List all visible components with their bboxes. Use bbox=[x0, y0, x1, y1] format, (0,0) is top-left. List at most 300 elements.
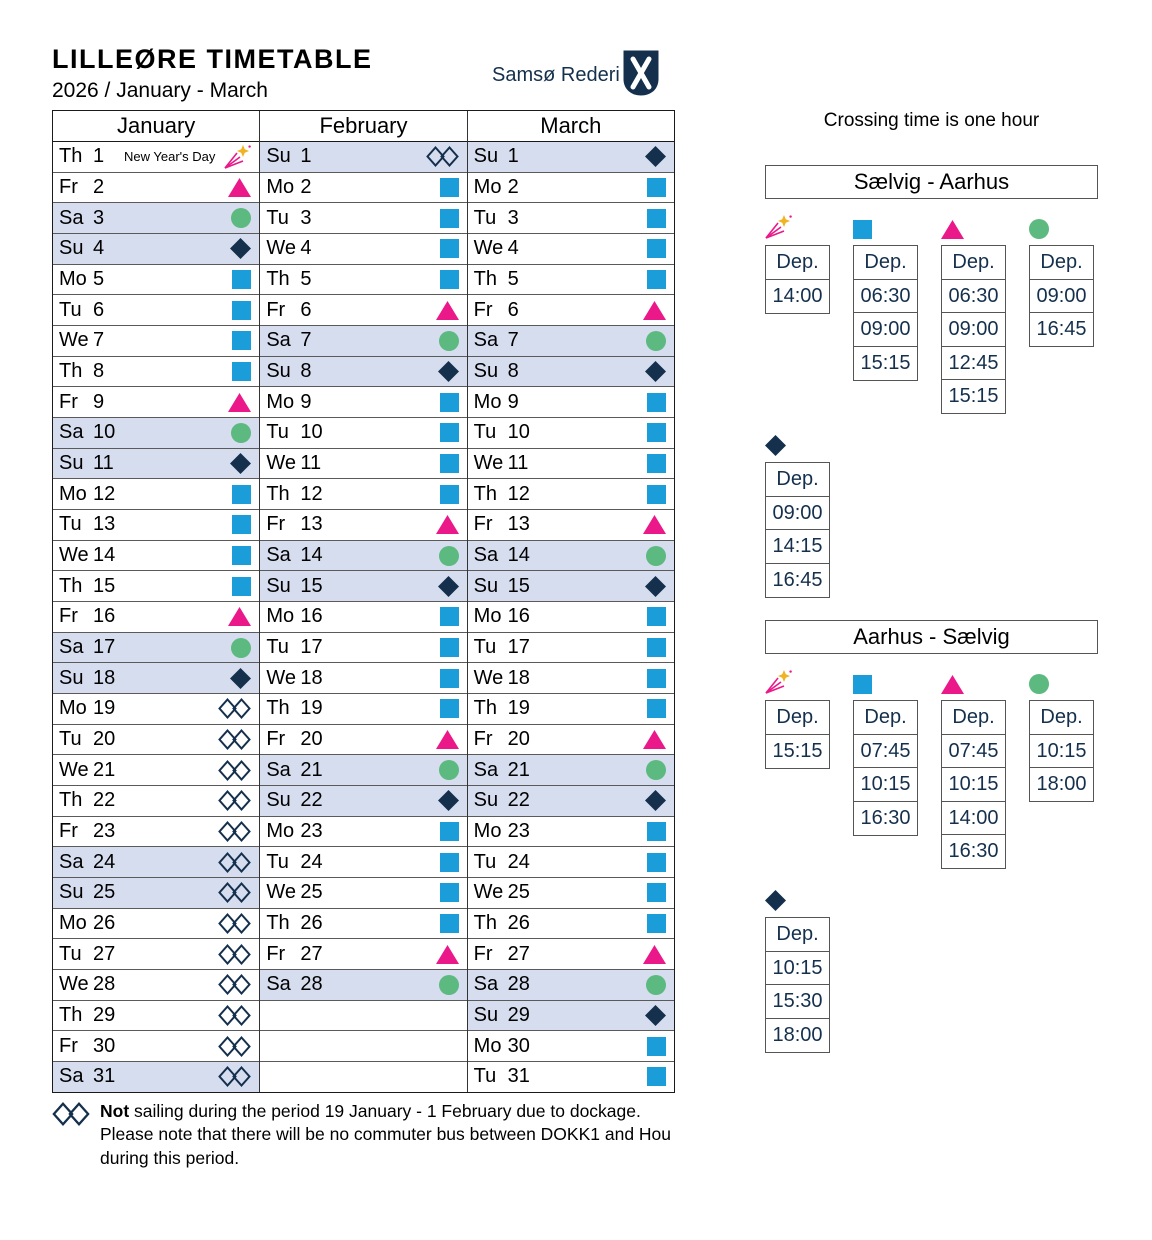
day-abbrev: Mo bbox=[266, 820, 295, 843]
dep-time-cell: 16:30 bbox=[941, 834, 1006, 869]
day-number: 5 bbox=[300, 268, 312, 291]
diamond-icon bbox=[765, 428, 830, 456]
calendar-day-row bbox=[260, 295, 466, 326]
day-number: 28 bbox=[300, 973, 323, 996]
dep-header-cell: Dep. bbox=[1029, 700, 1094, 735]
triangle-icon bbox=[436, 945, 459, 964]
day-abbrev: Th bbox=[473, 912, 497, 935]
day-abbrev: Tu bbox=[266, 421, 289, 444]
calendar-day-row bbox=[260, 694, 466, 725]
square-icon bbox=[440, 239, 459, 258]
circle-icon bbox=[231, 638, 251, 658]
day-abbrev: Fr bbox=[59, 605, 78, 628]
square-icon bbox=[440, 454, 459, 473]
day-abbrev: Th bbox=[473, 697, 497, 720]
circle-icon bbox=[231, 423, 251, 443]
calendar-day-row bbox=[53, 1062, 259, 1092]
day-abbrev: Sa bbox=[266, 973, 291, 996]
day-number: 21 bbox=[507, 758, 530, 781]
day-number: 18 bbox=[93, 666, 116, 689]
day-number: 14 bbox=[300, 544, 323, 567]
day-number: 12 bbox=[507, 482, 530, 505]
day-abbrev: Tu bbox=[473, 206, 497, 229]
dep-header-cell: Dep. bbox=[853, 700, 918, 735]
departure-column bbox=[765, 428, 830, 598]
day-abbrev: We bbox=[59, 544, 89, 567]
day-abbrev: Su bbox=[266, 574, 291, 597]
calendar-day-row bbox=[468, 449, 674, 480]
triangle-icon bbox=[941, 211, 1006, 239]
square-icon bbox=[232, 546, 251, 565]
day-number: 1 bbox=[93, 145, 105, 168]
diamond-icon bbox=[438, 790, 459, 811]
calendar-day-row bbox=[53, 203, 259, 234]
day-abbrev: We bbox=[59, 973, 89, 996]
shield-crossed-oars-icon bbox=[623, 50, 659, 101]
calendar-day-row bbox=[468, 295, 674, 326]
day-abbrev: Su bbox=[473, 360, 499, 383]
calendar-day-row bbox=[53, 357, 259, 388]
day-abbrev: Sa bbox=[59, 421, 84, 444]
day-number: 30 bbox=[93, 1034, 116, 1057]
month-column-february bbox=[260, 111, 467, 1092]
calendar-empty-row bbox=[260, 1062, 466, 1092]
day-number: 21 bbox=[300, 758, 323, 781]
notsail-icon bbox=[218, 760, 251, 781]
calendar-day-row bbox=[53, 510, 259, 541]
day-abbrev: Th bbox=[59, 360, 83, 383]
day-number: 30 bbox=[507, 1034, 530, 1057]
day-abbrev: Mo bbox=[473, 390, 502, 413]
dep-time-cell: 10:15 bbox=[941, 767, 1006, 802]
day-abbrev: Tu bbox=[266, 206, 289, 229]
page-subtitle: 2026 / January - March bbox=[52, 79, 268, 102]
day-abbrev: We bbox=[59, 329, 89, 352]
triangle-icon bbox=[643, 515, 666, 534]
diamond-icon bbox=[230, 453, 251, 474]
day-number: 6 bbox=[507, 298, 519, 321]
circle-icon bbox=[231, 208, 251, 228]
day-abbrev: Tu bbox=[473, 1065, 497, 1088]
square-icon bbox=[440, 485, 459, 504]
day-abbrev: Tu bbox=[59, 298, 82, 321]
calendar-day-row bbox=[53, 142, 259, 173]
calendar-day-row bbox=[53, 602, 259, 633]
calendar-day-row bbox=[53, 663, 259, 694]
day-abbrev: Tu bbox=[266, 636, 289, 659]
day-number: 29 bbox=[93, 1004, 116, 1027]
dep-time-cell: 15:15 bbox=[765, 734, 830, 769]
calendar-day-row bbox=[53, 479, 259, 510]
circle-icon bbox=[646, 975, 666, 995]
dep-header-cell: Dep. bbox=[765, 917, 830, 952]
day-abbrev: Su bbox=[59, 666, 84, 689]
day-number: 15 bbox=[300, 574, 323, 597]
calendar-day-row bbox=[53, 173, 259, 204]
day-number: 22 bbox=[300, 789, 323, 812]
triangle-icon bbox=[436, 515, 459, 534]
day-abbrev: Mo bbox=[59, 268, 87, 291]
square-icon bbox=[647, 485, 666, 504]
calendar-day-row bbox=[260, 479, 466, 510]
day-number: 7 bbox=[300, 329, 312, 352]
dep-time-cell: 09:00 bbox=[941, 312, 1006, 347]
dep-time-cell: 10:15 bbox=[765, 951, 830, 986]
day-abbrev: Fr bbox=[59, 390, 78, 413]
day-abbrev: Th bbox=[266, 912, 290, 935]
day-abbrev: Su bbox=[473, 1004, 499, 1027]
calendar-day-row bbox=[53, 786, 259, 817]
day-number: 18 bbox=[507, 666, 530, 689]
calendar-day-row bbox=[53, 755, 259, 786]
square-icon bbox=[232, 485, 251, 504]
calendar-day-row bbox=[53, 234, 259, 265]
calendar-day-row bbox=[468, 265, 674, 296]
day-number: 9 bbox=[93, 390, 105, 413]
square-icon bbox=[647, 393, 666, 412]
calendar-day-row bbox=[53, 265, 259, 296]
day-number: 5 bbox=[93, 268, 105, 291]
day-abbrev: Sa bbox=[59, 1065, 84, 1088]
day-abbrev: We bbox=[266, 881, 296, 904]
dep-header-cell: Dep. bbox=[941, 700, 1006, 735]
day-abbrev: Mo bbox=[473, 1034, 502, 1057]
diamond-icon bbox=[230, 668, 251, 689]
day-abbrev: Sa bbox=[59, 850, 84, 873]
calendar-day-row bbox=[260, 602, 466, 633]
day-number: 13 bbox=[93, 513, 116, 536]
calendar-day-row bbox=[53, 878, 259, 909]
notsail-icon bbox=[218, 729, 251, 750]
square-icon bbox=[440, 822, 459, 841]
square-icon bbox=[647, 914, 666, 933]
day-number: 4 bbox=[93, 237, 105, 260]
triangle-icon bbox=[436, 301, 459, 320]
day-number: 1 bbox=[300, 145, 312, 168]
calendar-day-row bbox=[53, 694, 259, 725]
calendar-day-row bbox=[53, 418, 259, 449]
day-number: 24 bbox=[507, 850, 530, 873]
day-number: 23 bbox=[300, 820, 323, 843]
day-abbrev: We bbox=[266, 237, 296, 260]
day-number: 17 bbox=[93, 636, 116, 659]
day-number: 10 bbox=[507, 421, 530, 444]
footnote-rest: sailing during the period 19 January - 1 February due to dockage. Please note that there will be no commuter bus between DOKK1 and Hou during this period. bbox=[100, 1101, 672, 1168]
schedule-title: Sælvig - Aarhus bbox=[765, 165, 1098, 199]
dep-time-cell: 14:15 bbox=[765, 529, 830, 564]
day-number: 7 bbox=[507, 329, 519, 352]
dep-time-cell: 16:45 bbox=[765, 563, 830, 598]
diamond-icon bbox=[230, 238, 251, 259]
dep-header-cell: Dep. bbox=[765, 700, 830, 735]
square-icon bbox=[853, 666, 918, 694]
square-icon bbox=[647, 822, 666, 841]
day-abbrev: Tu bbox=[266, 850, 289, 873]
day-abbrev: Sa bbox=[473, 544, 499, 567]
diamond-icon bbox=[645, 146, 666, 167]
diamond-icon bbox=[645, 361, 666, 382]
square-icon bbox=[647, 669, 666, 688]
day-abbrev: Mo bbox=[266, 605, 295, 628]
month-header: January bbox=[53, 111, 259, 142]
circle-icon bbox=[439, 975, 459, 995]
firework-icon bbox=[765, 666, 830, 694]
calendar-day-row bbox=[260, 786, 466, 817]
day-abbrev: Su bbox=[59, 881, 84, 904]
day-number: 21 bbox=[93, 758, 116, 781]
day-number: 27 bbox=[300, 942, 323, 965]
day-abbrev: Mo bbox=[473, 605, 502, 628]
day-number: 19 bbox=[300, 697, 323, 720]
calendar-day-row bbox=[468, 357, 674, 388]
day-abbrev: Su bbox=[59, 452, 84, 475]
square-icon bbox=[232, 270, 251, 289]
square-icon bbox=[440, 209, 459, 228]
day-number: 6 bbox=[93, 298, 105, 321]
triangle-icon bbox=[228, 178, 251, 197]
calendar-day-row bbox=[260, 970, 466, 1001]
square-icon bbox=[647, 239, 666, 258]
day-number: 2 bbox=[507, 176, 519, 198]
calendar-day-row bbox=[260, 203, 466, 234]
calendar-day-row bbox=[260, 847, 466, 878]
day-abbrev: Su bbox=[59, 237, 84, 260]
square-icon bbox=[232, 331, 251, 350]
calendar-day-row bbox=[468, 234, 674, 265]
schedule-aarhus-saelvig bbox=[765, 620, 1098, 1053]
day-abbrev: Tu bbox=[59, 513, 82, 536]
day-abbrev: Fr bbox=[266, 942, 286, 965]
day-abbrev: Fr bbox=[59, 1034, 78, 1057]
day-number: 12 bbox=[93, 482, 116, 505]
square-icon bbox=[440, 607, 459, 626]
day-number: 18 bbox=[300, 666, 323, 689]
square-icon bbox=[440, 699, 459, 718]
calendar-day-row bbox=[468, 510, 674, 541]
day-number: 12 bbox=[300, 482, 323, 505]
notsail-icon bbox=[218, 974, 251, 995]
day-abbrev: Fr bbox=[473, 298, 493, 321]
day-number: 4 bbox=[300, 237, 312, 260]
day-number: 2 bbox=[300, 176, 312, 198]
calendar-day-row bbox=[260, 878, 466, 909]
square-icon bbox=[647, 209, 666, 228]
timetable-calendar bbox=[52, 110, 675, 1093]
calendar-day-row bbox=[53, 571, 259, 602]
square-icon bbox=[440, 853, 459, 872]
day-number: 25 bbox=[507, 881, 530, 904]
calendar-day-row bbox=[468, 847, 674, 878]
calendar-day-row bbox=[53, 295, 259, 326]
dep-time-cell: 09:00 bbox=[853, 312, 918, 347]
dep-header-cell: Dep. bbox=[941, 245, 1006, 280]
square-icon bbox=[647, 423, 666, 442]
square-icon bbox=[647, 853, 666, 872]
dep-time-cell: 15:15 bbox=[853, 346, 918, 381]
day-abbrev: We bbox=[473, 666, 504, 689]
day-abbrev: Mo bbox=[266, 390, 295, 413]
square-icon bbox=[440, 178, 459, 197]
square-icon bbox=[232, 362, 251, 381]
day-number: 1 bbox=[507, 145, 519, 168]
notsail-icon bbox=[218, 790, 251, 811]
day-abbrev: Sa bbox=[266, 758, 291, 781]
day-abbrev: We bbox=[266, 666, 296, 689]
not-sailing-footnote bbox=[52, 1100, 692, 1170]
diamond-icon bbox=[645, 1005, 666, 1026]
day-number: 28 bbox=[93, 973, 116, 996]
day-number: 17 bbox=[300, 636, 323, 659]
calendar-day-row bbox=[53, 449, 259, 480]
day-number: 16 bbox=[93, 605, 116, 628]
day-number: 6 bbox=[300, 298, 312, 321]
day-abbrev: Fr bbox=[473, 942, 493, 965]
day-number: 22 bbox=[93, 789, 116, 812]
notsail-icon bbox=[426, 146, 459, 167]
calendar-day-row bbox=[468, 817, 674, 848]
calendar-day-row bbox=[468, 326, 674, 357]
calendar-day-row bbox=[53, 541, 259, 572]
diamond-icon bbox=[645, 790, 666, 811]
calendar-day-row bbox=[468, 571, 674, 602]
circle-icon bbox=[439, 331, 459, 351]
dep-time-cell: 10:15 bbox=[1029, 734, 1094, 769]
dep-time-cell: 12:45 bbox=[941, 346, 1006, 381]
day-number: 31 bbox=[93, 1065, 116, 1088]
dep-time-cell: 14:00 bbox=[941, 801, 1006, 836]
calendar-day-row bbox=[260, 663, 466, 694]
day-number: 25 bbox=[300, 881, 323, 904]
day-number: 13 bbox=[300, 513, 323, 536]
logo bbox=[492, 52, 659, 98]
dep-header-cell: Dep. bbox=[853, 245, 918, 280]
page-title: LILLEØRE TIMETABLE bbox=[52, 44, 373, 74]
calendar-day-row bbox=[53, 939, 259, 970]
day-abbrev: Su bbox=[473, 574, 499, 597]
day-number: 8 bbox=[93, 360, 105, 383]
day-abbrev: Su bbox=[266, 360, 291, 383]
notsail-icon bbox=[218, 944, 251, 965]
square-icon bbox=[647, 883, 666, 902]
square-icon bbox=[647, 270, 666, 289]
diamond-icon bbox=[645, 576, 666, 597]
calendar-day-row bbox=[260, 755, 466, 786]
calendar-day-row bbox=[468, 694, 674, 725]
calendar-day-row bbox=[260, 449, 466, 480]
diamond-icon bbox=[438, 361, 459, 382]
dep-time-cell: 15:15 bbox=[941, 379, 1006, 414]
day-number: 16 bbox=[300, 605, 323, 628]
footnote-bold-word: Not bbox=[100, 1101, 130, 1121]
day-abbrev: We bbox=[59, 758, 89, 781]
calendar-day-row bbox=[53, 909, 259, 940]
circle-icon bbox=[439, 760, 459, 780]
month-column-january bbox=[53, 111, 260, 1092]
circle-icon bbox=[646, 331, 666, 351]
day-abbrev: Mo bbox=[59, 912, 87, 935]
calendar-day-row bbox=[53, 387, 259, 418]
departure-column bbox=[765, 666, 830, 869]
calendar-day-row bbox=[468, 1031, 674, 1062]
day-abbrev: Su bbox=[266, 789, 291, 812]
calendar-day-row bbox=[468, 173, 674, 204]
day-number: 24 bbox=[300, 850, 323, 873]
departure-column bbox=[1029, 211, 1094, 414]
day-abbrev: We bbox=[266, 452, 296, 475]
day-number: 29 bbox=[507, 1004, 530, 1027]
calendar-day-row bbox=[53, 847, 259, 878]
day-abbrev: Sa bbox=[473, 973, 499, 996]
calendar-day-row bbox=[260, 541, 466, 572]
square-icon bbox=[440, 638, 459, 657]
day-abbrev: Th bbox=[59, 145, 83, 168]
calendar-day-row bbox=[468, 633, 674, 664]
month-column-march bbox=[468, 111, 674, 1092]
day-number: 3 bbox=[300, 206, 312, 229]
day-abbrev: Tu bbox=[473, 850, 497, 873]
day-abbrev: Mo bbox=[473, 820, 502, 843]
day-abbrev: Mo bbox=[59, 482, 87, 505]
day-number: 13 bbox=[507, 513, 530, 536]
square-icon bbox=[440, 393, 459, 412]
calendar-day-row bbox=[260, 817, 466, 848]
triangle-icon bbox=[228, 607, 251, 626]
day-number: 8 bbox=[507, 360, 519, 383]
day-number: 20 bbox=[300, 728, 323, 751]
not-sailing-icon bbox=[52, 1102, 90, 1131]
dep-time-cell: 07:45 bbox=[941, 734, 1006, 769]
day-number: 19 bbox=[93, 697, 116, 720]
day-abbrev: Fr bbox=[473, 513, 493, 536]
day-number: 9 bbox=[507, 390, 519, 413]
triangle-icon bbox=[643, 301, 666, 320]
day-number: 10 bbox=[93, 421, 116, 444]
day-number: 20 bbox=[93, 728, 116, 751]
day-abbrev: Th bbox=[266, 482, 290, 505]
calendar-day-row bbox=[53, 633, 259, 664]
square-icon bbox=[232, 577, 251, 596]
square-icon bbox=[647, 638, 666, 657]
dep-time-cell: 16:45 bbox=[1029, 312, 1094, 347]
firework-icon bbox=[765, 211, 830, 239]
departure-column bbox=[941, 666, 1006, 869]
calendar-day-row bbox=[468, 970, 674, 1001]
notsail-icon bbox=[218, 882, 251, 903]
day-number: 31 bbox=[507, 1065, 530, 1088]
calendar-day-row bbox=[260, 725, 466, 756]
crossing-time-note: Crossing time is one hour bbox=[823, 110, 1040, 131]
calendar-day-row bbox=[468, 1062, 674, 1092]
day-number: 22 bbox=[507, 789, 530, 812]
day-abbrev: Th bbox=[59, 574, 83, 597]
circle-icon bbox=[646, 546, 666, 566]
dep-header-cell: Dep. bbox=[1029, 245, 1094, 280]
day-abbrev: Sa bbox=[266, 544, 291, 567]
dep-time-cell: 06:30 bbox=[853, 279, 918, 314]
calendar-empty-row bbox=[260, 1031, 466, 1062]
triangle-icon bbox=[643, 945, 666, 964]
day-number: 17 bbox=[507, 636, 530, 659]
calendar-day-row bbox=[260, 909, 466, 940]
dep-time-cell: 07:45 bbox=[853, 734, 918, 769]
calendar-day-row bbox=[260, 142, 466, 173]
footnote-text bbox=[100, 1100, 690, 1170]
departure-column bbox=[765, 211, 830, 414]
day-abbrev: Fr bbox=[266, 513, 286, 536]
day-abbrev: Sa bbox=[59, 636, 84, 659]
square-icon bbox=[440, 914, 459, 933]
dep-time-cell: 16:30 bbox=[853, 801, 918, 836]
